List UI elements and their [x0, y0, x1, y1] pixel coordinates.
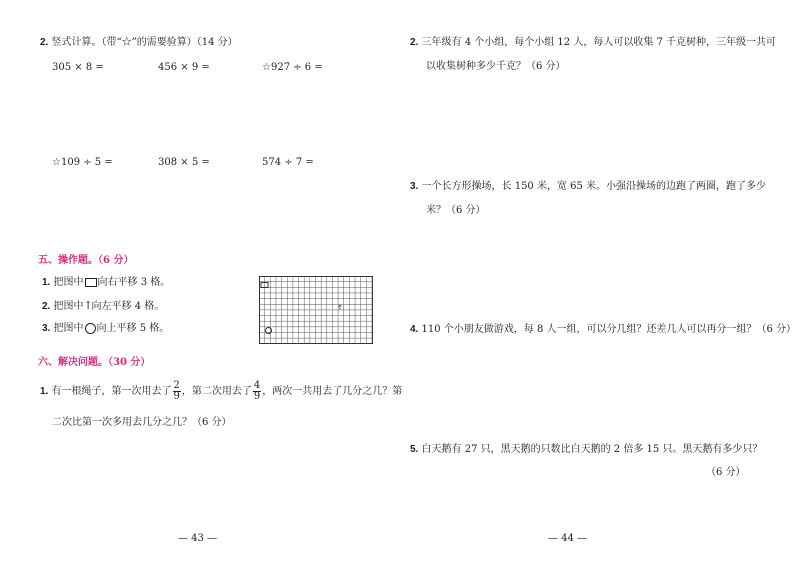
p3-number: 3.: [410, 181, 419, 192]
calc-3: ☆927 ÷ 6 =: [262, 62, 323, 73]
calc-2: 456 × 9 =: [158, 62, 210, 73]
calc-5: 308 × 5 =: [158, 157, 210, 168]
op3-line: [42, 322, 169, 336]
left-q2-text: 竖式计算。（带“☆”的需要验算）（14 分）: [51, 37, 238, 48]
p5-number: 5.: [410, 444, 419, 455]
p5-text1: 白天鹅有 27 只，黑天鹅的只数比白天鹅的 2 倍多 15 只。黑天鹅有多少只？: [421, 444, 763, 455]
p4-text1: 110 个小朋友做游戏，每 8 人一组，可以分几组？还差几人可以再分一组？（6 分）: [421, 324, 797, 335]
p1-line1: [40, 380, 402, 404]
op2-line: [42, 299, 164, 314]
grid-arrow-icon: ↑: [337, 304, 343, 312]
frac1-denominator: 9: [173, 391, 180, 402]
op2-post: 向左平移 4 格。: [91, 301, 165, 312]
circle-icon: [85, 323, 96, 334]
p1-line2: 二次比第一次多用去几分之几？（6 分）: [52, 417, 232, 428]
op1-number: 1.: [42, 277, 51, 288]
rectangle-icon: [85, 278, 97, 287]
frac2-numerator: 4: [253, 380, 261, 391]
fraction-2-9: [173, 381, 181, 402]
p1-part-a: 有一根绳子，第一次用去了: [51, 386, 172, 397]
calc-1: 305 × 8 =: [52, 62, 104, 73]
p3-line1: [410, 180, 766, 194]
section5-title: 五、操作题。（6 分）: [38, 255, 134, 266]
translation-grid: [259, 276, 373, 344]
p2-line1: [410, 36, 776, 50]
fraction-4-9: [253, 381, 261, 402]
section6-title: 六、解决问题。（30 分）: [38, 357, 151, 368]
op2-number: 2.: [42, 301, 51, 312]
p2-text1: 三年级有 4 个小组，每个小组 12 人，每人可以收集 7 千克树种，三年级一共可: [421, 37, 777, 48]
p4-number: 4.: [410, 324, 419, 335]
p3-text1: 一个长方形操场，长 150 米，宽 65 米。小强沿操场的边跑了两圈，跑了多少: [421, 181, 767, 192]
left-q2-heading: [40, 36, 238, 50]
op3-number: 3.: [42, 323, 51, 334]
op3-post: 向上平移 5 格。: [96, 323, 170, 334]
frac1-numerator: 2: [173, 380, 180, 391]
p4-line1: [410, 323, 796, 337]
p2-line2: 以收集树种多少千克？（6 分）: [426, 61, 566, 72]
op1-pre: 把图中: [53, 277, 84, 288]
frac2-denominator: 9: [253, 391, 261, 402]
p1-number: 1.: [40, 386, 49, 397]
left-q2-number: 2.: [40, 37, 49, 48]
op1-line: [42, 276, 170, 290]
p1-part-b: ，第二次用去了: [181, 386, 252, 397]
p3-line2: 米？（6 分）: [426, 205, 486, 216]
op1-post: 向右平移 3 格。: [97, 277, 171, 288]
p2-number: 2.: [410, 37, 419, 48]
up-arrow-icon: ↑: [83, 299, 93, 312]
op2-pre: 把图中: [53, 301, 84, 312]
page-number-right: — 44 —: [548, 533, 588, 544]
page-number-left: — 43 —: [178, 533, 218, 544]
p1-part-c: ，两次一共用去了几分之几？第: [262, 386, 403, 397]
calc-4: ☆109 ÷ 5 =: [52, 157, 113, 168]
op3-pre: 把图中: [53, 323, 84, 334]
p5-line1: [410, 443, 762, 457]
p5-score: （6 分）: [706, 467, 746, 478]
calc-6: 574 ÷ 7 =: [262, 157, 314, 168]
